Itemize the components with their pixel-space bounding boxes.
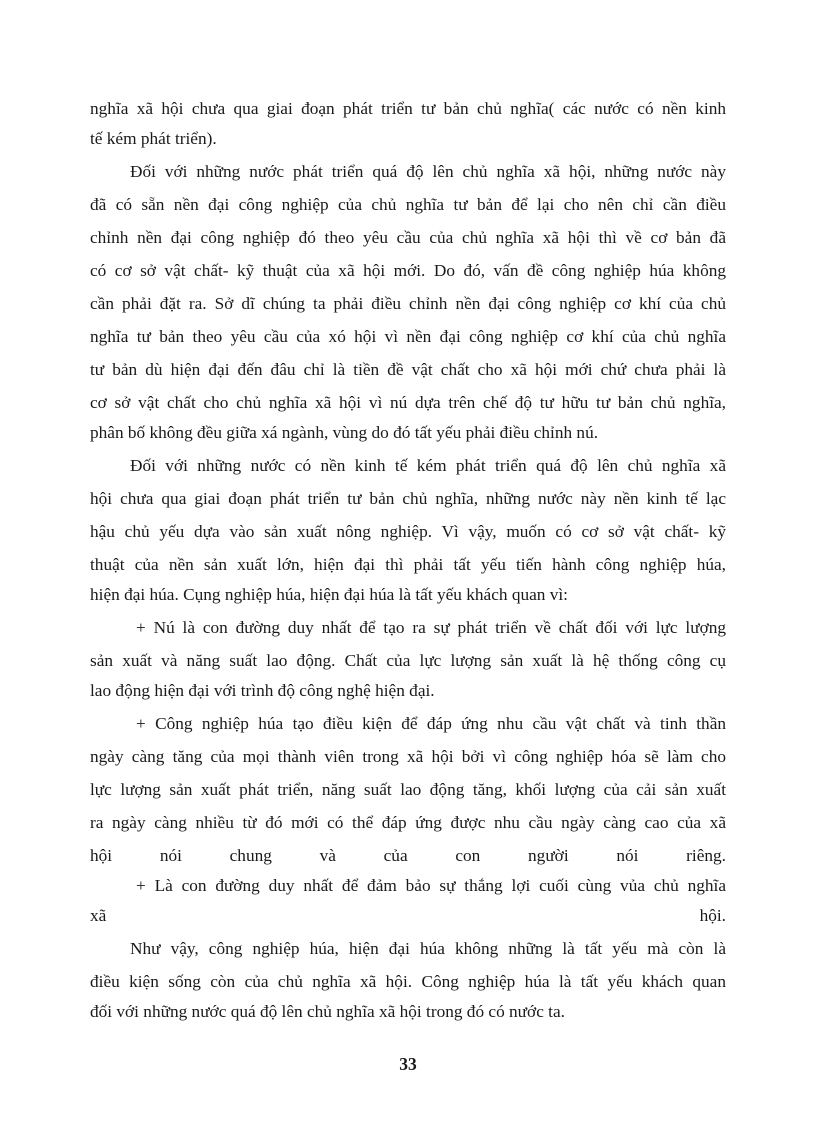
bullet-first-line: + Là con đường duy nhất để đảm bảo sự thắng lợi cuối cùng vủa chủ nghĩa xyxy=(136,876,726,895)
body-text-line: có cơ sở vật chất- kỹ thuật của xã hội mới. Do đó, vấn đề công nghiệp húa không xyxy=(90,261,726,280)
body-text-line: sản xuất và năng suất lao động. Chất của lực lượng sản xuất là hệ thống công cụ xyxy=(90,651,726,670)
paragraph-first-line: Đối với những nước có nền kinh tế kém phát triển quá độ lên chủ nghĩa xã xyxy=(130,456,726,475)
body-text-line: xã hội. xyxy=(90,906,726,925)
body-text-line: tư bản dù hiện đại đến đâu chỉ là tiền đề vật chất cho xã hội mới chứ chưa phải là xyxy=(90,360,726,379)
body-text-line: lực lượng sản xuất phát triển, năng suất lao động tăng, khối lượng của cải sản xuất xyxy=(90,780,726,799)
body-text-line: thuật của nền sản xuất lớn, hiện đại thì phải tất yếu tiến hành công nghiệp húa, xyxy=(90,555,726,574)
body-text-line: điều kiện sống còn của chủ nghĩa xã hội. Công nghiệp húa là tất yếu khách quan xyxy=(90,972,726,991)
body-text-line: hiện đại húa. Cụng nghiệp húa, hiện đại húa là tất yếu khách quan vì: xyxy=(90,585,568,604)
bullet-first-line: + Nú là con đường duy nhất để tạo ra sự phát triển về chất đối với lực lượng xyxy=(136,618,726,637)
body-text-line: cơ sở vật chất cho chủ nghĩa xã hội vì nú dựa trên chế độ tư hữu tư bản chủ nghĩa, xyxy=(90,393,726,412)
body-text-line: cần phải đặt ra. Sở dĩ chúng ta phải điều chỉnh nền đại công nghiệp cơ khí của chủ xyxy=(90,294,726,313)
paragraph-first-line: Đối với những nước phát triển quá độ lên chủ nghĩa xã hội, những nước này xyxy=(130,162,726,181)
page-number: 33 xyxy=(399,1054,417,1074)
body-text-line: đối với những nước quá độ lên chủ nghĩa xã hội trong đó có nước ta. xyxy=(90,1002,565,1021)
body-text-line: phân bố không đều giữa xá ngành, vùng do đó tất yếu phải điều chỉnh nú. xyxy=(90,423,599,442)
body-text-line: hội nói chung và của con người nói riêng. xyxy=(90,846,726,865)
bullet-first-line: + Công nghiệp húa tạo điều kiện để đáp ứng nhu cầu vật chất và tinh thần xyxy=(136,714,726,733)
body-text-line: nghĩa xã hội chưa qua giai đoạn phát triển tư bản chủ nghĩa( các nước có nền kinh xyxy=(90,99,726,118)
body-text-line: ra ngày càng nhiều từ đó mới có thể đáp ứng được nhu cầu ngày càng cao của xã xyxy=(90,813,726,832)
body-text-line: ngày càng tăng của mọi thành viên trong xã hội bởi vì công nghiệp hóa sẽ làm cho xyxy=(90,747,726,766)
body-text-line: lao động hiện đại với trình độ công nghệ hiện đại. xyxy=(90,681,435,700)
body-text-line: tế kém phát triển). xyxy=(90,129,217,148)
body-text-line: chỉnh nền đại công nghiệp đó theo yêu cầu của chủ nghĩa xã hội thì về cơ bản đã xyxy=(90,228,726,247)
body-text-line: đã có sẵn nền đại công nghiệp của chủ nghĩa tư bản để lại cho nên chỉ cần điều xyxy=(90,195,726,214)
body-text-line: hậu chủ yếu dựa vào sản xuất nông nghiệp. Vì vậy, muốn có cơ sở vật chất- kỹ xyxy=(90,522,726,541)
paragraph-first-line: Như vậy, công nghiệp húa, hiện đại húa không những là tất yếu mà còn là xyxy=(130,939,726,958)
body-text-line: hội chưa qua giai đoạn phát triển tư bản chủ nghĩa, những nước này nền kinh tế lạc xyxy=(90,489,726,508)
body-text-line: nghĩa tư bản theo yêu cầu của xó hội vì nền đại công nghiệp cơ khí của chủ nghĩa xyxy=(90,327,726,346)
